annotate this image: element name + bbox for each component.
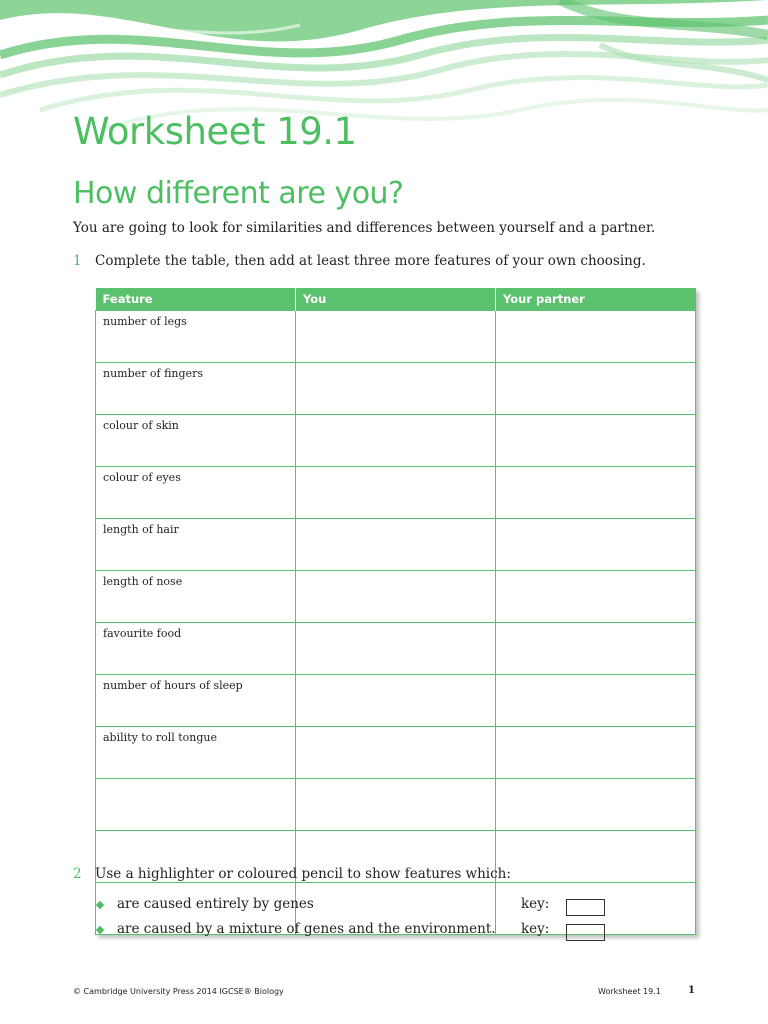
you-cell[interactable] [296,311,496,363]
worksheet-title: Worksheet 19.1 [73,110,357,153]
question-text: Complete the table, then add at least three more features of your own choosing. [95,253,646,269]
table-row [96,727,696,779]
you-cell[interactable] [296,727,496,779]
table-row [96,519,696,571]
bullet-text: are caused by a mixture of genes and the environment. [117,921,496,937]
diamond-bullet-icon [96,926,104,934]
key-color-box[interactable] [566,924,605,941]
column-header-partner: Your partner [496,288,696,311]
table-row [96,675,696,727]
list-item [95,921,615,946]
partner-cell[interactable] [496,675,696,727]
intro-text: You are going to look for similarities and differences between yourself and a partner. [73,220,656,236]
partner-cell[interactable] [496,363,696,415]
worksheet-subtitle: How different are you? [73,176,404,211]
partner-cell[interactable] [496,623,696,675]
column-header-you: You [296,288,496,311]
decorative-wave-banner [0,0,768,180]
question-number: 1 [73,253,82,269]
list-item [95,896,615,921]
question-1 [73,253,646,269]
table-row [96,623,696,675]
question-2 [73,866,511,882]
question-number: 2 [73,866,82,882]
table-header-row [96,288,696,311]
partner-cell[interactable] [496,311,696,363]
table-row [96,571,696,623]
you-cell[interactable] [296,467,496,519]
partner-cell[interactable] [496,571,696,623]
feature-cell: number of fingers [96,363,296,415]
feature-cell: favourite food [96,623,296,675]
key-label: key: [521,921,550,937]
question-text: Use a highlighter or coloured pencil to show features which: [95,866,511,882]
footer-worksheet-label: Worksheet 19.1 [598,987,661,996]
partner-cell[interactable] [496,727,696,779]
feature-cell: colour of eyes [96,467,296,519]
table-row [96,779,696,831]
footer-copyright: © Cambridge University Press 2014 IGCSE® Biology [73,987,284,996]
table-row [96,467,696,519]
column-header-feature: Feature [96,288,296,311]
you-cell[interactable] [296,415,496,467]
feature-cell: number of legs [96,311,296,363]
feature-cell: colour of skin [96,415,296,467]
bullet-text: are caused entirely by genes [117,896,314,912]
partner-cell[interactable] [496,415,696,467]
feature-cell: length of hair [96,519,296,571]
diamond-bullet-icon [96,901,104,909]
feature-cell-blank[interactable] [96,779,296,831]
partner-cell[interactable] [496,519,696,571]
you-cell[interactable] [296,623,496,675]
features-table [95,288,696,935]
you-cell[interactable] [296,519,496,571]
feature-cell: length of nose [96,571,296,623]
partner-cell[interactable] [496,831,696,883]
you-cell[interactable] [296,571,496,623]
page-number: 1 [688,985,695,996]
feature-cell: number of hours of sleep [96,675,296,727]
table-row [96,415,696,467]
table-row [96,363,696,415]
feature-cell: ability to roll tongue [96,727,296,779]
key-color-box[interactable] [566,899,605,916]
you-cell[interactable] [296,675,496,727]
bullet-list [95,896,615,946]
partner-cell[interactable] [496,467,696,519]
key-label: key: [521,896,550,912]
partner-cell[interactable] [496,779,696,831]
table-row [96,311,696,363]
you-cell[interactable] [296,363,496,415]
you-cell[interactable] [296,779,496,831]
